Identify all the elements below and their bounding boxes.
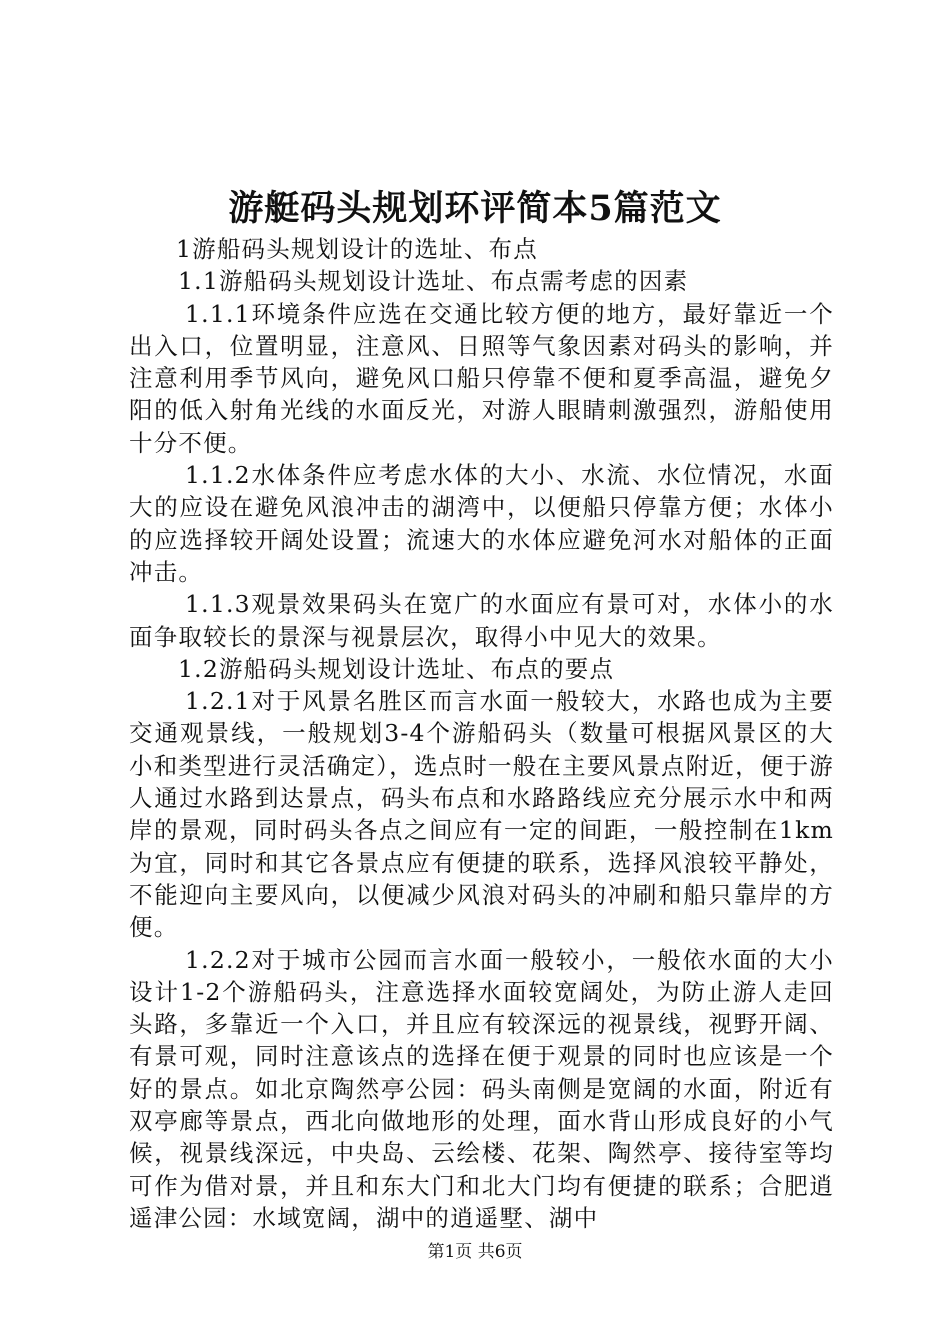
section-heading-1: 1游船码头规划设计的选址、布点: [176, 235, 538, 263]
paragraph-1-1-1: 1.1.1环境条件应选在交通比较方便的地方，最好靠近一个出入口，位置明显，注意风、日照等气象因素对码头的影响，并注意利用季节风向，避免风口船只停靠不便和夏季高温，避免夕阳的低入射角光线的水面反光，对游人眼睛刺激强烈，游船使用十分不便。: [129, 299, 834, 457]
paragraph-1-2-2: 1.2.2对于城市公园而言水面一般较小，一般依水面的大小设计1-2个游船码头，注意选择水面较宽阔处，为防止游人走回头路，多靠近一个入口，并且应有较深远的视景线，视野开阔、有景可观，同时注意该点的选择在便于观景的同时也应该是一个好的景点。如北京陶然亭公园：码头南侧是宽阔的水面，附近有双亭廊等景点，西北向做地形的处理，面水背山形成良好的小气候，视景线深远，中央岛、云绘楼、花架、陶然亭、接待室等均可作为借对景，并且和东大门和北大门均有便捷的联系；合肥逍遥津公园：水域宽阔，湖中的逍遥墅、湖中: [129, 945, 834, 1232]
section-heading-1-1: 1.1游船码头规划设计选址、布点需考虑的因素: [178, 267, 689, 296]
paragraph-1-1-2: 1.1.2水体条件应考虑水体的大小、水流、水位情况，水面大的应设在避免风浪冲击的湖湾中，以便船只停靠方便；水体小的应选择较开阔处设置；流速大的水体应避免河水对船体的正面冲击。: [129, 461, 834, 586]
document-body: [129, 233, 834, 1234]
document-title: 游艇码头规划环评简本5篇范文: [228, 188, 722, 229]
page-footer: 第1页 共6页: [427, 1242, 523, 1262]
paragraph-1-2-1: 1.2.1对于风景名胜区而言水面一般较大，水路也成为主要交通观景线，一般规划3-4个游船码头（数量可根据风景区的大小和类型进行灵活确定），选点时一般在主要风景点附近，便于游人通过水路到达景点，码头布点和水路路线应充分展示水中和两岸的景观，同时码头各点之间应有一定的间距，一般控制在1km为宜，同时和其它各景点应有便捷的联系，选择风浪较平静处，不能迎向主要风向，以便减少风浪对码头的冲刷和船只靠岸的方便。: [129, 687, 834, 942]
section-heading-1-2: 1.2游船码头规划设计选址、布点的要点: [178, 654, 615, 683]
paragraph-1-1-3: 1.1.3观景效果码头在宽广的水面应有景可对，水体小的水面争取较长的景深与视景层次，取得小中见大的效果。: [129, 590, 834, 651]
